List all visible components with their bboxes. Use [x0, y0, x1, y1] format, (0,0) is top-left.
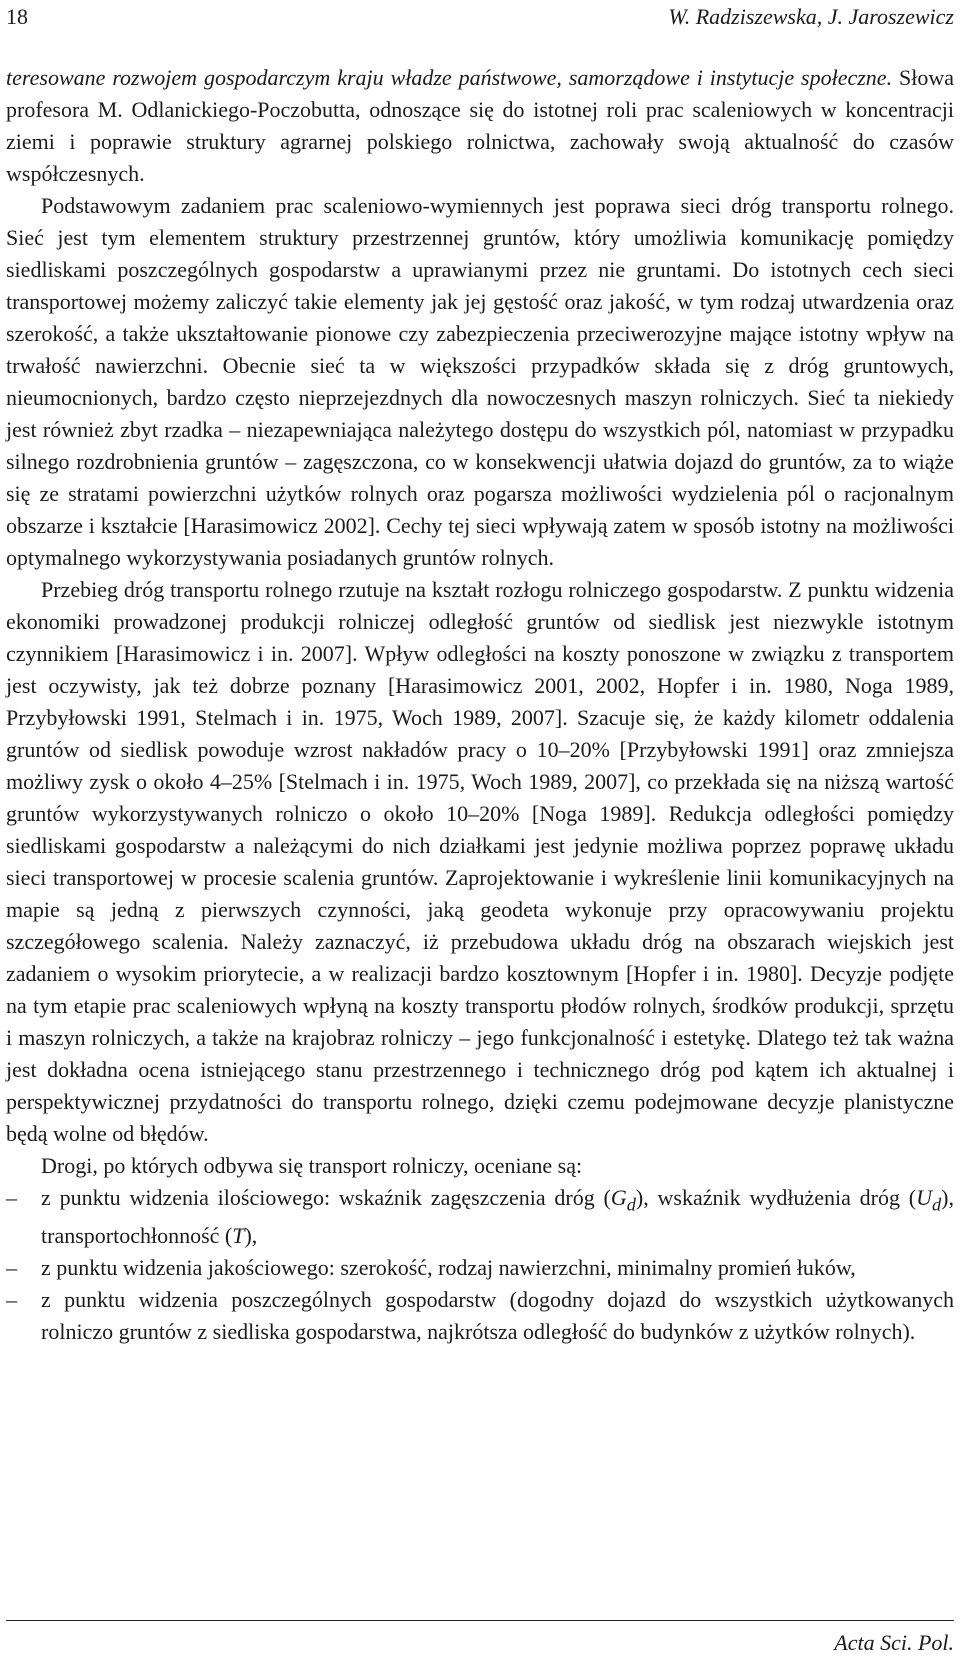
paragraph-2: Podstawowym zadaniem prac scaleniowo-wymiennych jest poprawa sieci dróg transportu rolnego. Sieć jest tym elementem struktury przestrzennej gruntów, który umożliwia komunikację pomiędzy siedliskami poszczególnych gospodarstw a uprawianymi przez nie gruntami. Do istotnych cech sieci transportowej możemy zaliczyć takie elementy jak jej gęstość oraz jakość, w tym rodzaj utwardzenia oraz szerokość, a także ukształtowanie pionowe czy zabezpieczenia przeciwerozyjne mające istotny wpływ na trwałość nawierzchni. Obecnie sieć ta w większości przypadków składa się z dróg gruntowych, nieumocnionych, bardzo często nieprzejezdnych dla nowoczesnych maszyn rolniczych. Sieć ta niekiedy jest również zbyt rzadka – niezapewniająca należytego dostępu do wszystkich pól, natomiast w przypadku silnego rozdrobnienia gruntów – zagęszczona, co w konsekwencji ułatwia dojazd do gruntów, za to wiąże się ze stratami powierzchni użytków rolnych oraz pogarsza możliwości wydzielenia pól o racjonalnym obszarze i kształcie [Harasimowicz 2002]. Cechy tej sieci wpływają zatem w sposób istotny na możliwości optymalnego wykorzystywania posiadanych gruntów rolnych.	[6, 193, 954, 570]
list-item	[6, 1284, 954, 1348]
italic-continuation: teresowane rozwojem gospodarczym kraju władze państwowe, samorządowe i instytucje społeczne.	[6, 65, 893, 90]
list-item	[6, 1252, 954, 1284]
page-number: 18	[6, 4, 28, 29]
symbol-g-sub: d	[626, 1194, 636, 1215]
symbol-u-sub: d	[932, 1194, 942, 1215]
symbol-t: T	[232, 1223, 245, 1249]
list-dash: –	[6, 1255, 17, 1281]
list-item-text: z punktu widzenia ilościowego: wskaźnik zagęszczenia dróg (	[41, 1185, 611, 1210]
running-head: W. Radziszewska, J. Jaroszewicz	[668, 4, 954, 29]
body-text	[6, 62, 954, 1348]
paragraph-4: Drogi, po których odbywa się transport rolniczy, oceniane są:	[41, 1153, 583, 1178]
symbol-g: G	[610, 1185, 627, 1210]
journal-name: Acta Sci. Pol.	[834, 1630, 954, 1655]
list-dash: –	[6, 1185, 17, 1210]
list-item-text: ),	[244, 1223, 258, 1249]
list-item-text: z punktu widzenia poszczególnych gospodarstw (dogodny dojazd do wszystkich użytkowanych rolniczo gruntów z siedliska gospodarstwa, najkrótsza odległość do budynków z użytków rolnych).	[41, 1287, 954, 1345]
list-item-text: z punktu widzenia jakościowego: szerokość, rodzaj nawierzchni, minimalny promień łuków,	[41, 1255, 856, 1281]
list-item-text: ), transportochłonność (	[41, 1185, 954, 1249]
symbol-u: U	[916, 1185, 932, 1210]
list-item	[6, 1182, 954, 1252]
paragraph-1	[6, 62, 954, 190]
list-item-text: ), wskaźnik wydłużenia dróg (	[635, 1185, 917, 1210]
paragraph-1-text: Słowa profesora M. Odlanickiego-Poczobutta, odnoszące się do istotnej roli prac scaleniowych w koncentracji ziemi i poprawie struktury agrarnej polskiego rolnictwa, zachowały swoją aktualność do czasów współczesnych.	[6, 65, 955, 186]
paragraph-3: Przebieg dróg transportu rolnego rzutuje na kształt rozłogu rolniczego gospodarstw. Z punktu widzenia ekonomiki prowadzonej produkcji rolniczej odległość gruntów od siedlisk jest niezwykle istotnym czynnikiem [Harasimowicz i in. 2007]. Wpływ odległości na koszty ponoszone w związku z transportem jest oczywisty, jak też dobrze poznany [Harasimowicz 2001, 2002, Hopfer i in. 1980, Noga 1989, Przybyłowski 1991, Stelmach i in. 1975, Woch 1989, 2007]. Szacuje się, że każdy kilometr oddalenia gruntów od siedlisk powoduje wzrost nakładów pracy o 10–20% [Przybyłowski 1991] oraz zmniejsza możliwy zysk o około 4–25% [Stelmach i in. 1975, Woch 1989, 2007], co przekłada się na niższą wartość gruntów wykorzystywanych rolniczo o około 10–20% [Noga 1989]. Redukcja odległości pomiędzy siedliskami gospodarstw a należącymi do nich działkami jest jedynie możliwa poprzez poprawę układu sieci transportowej w procesie scalenia gruntów. Zaprojektowanie i wykreślenie linii komunikacyjnych na mapie są jedną z pierwszych czynności, jaką geodeta wykonuje przy opracowywaniu projektu szczegółowego scalenia. Należy zaznaczyć, iż przebudowa układu dróg na obszarach wiejskich jest zadaniem o wysokim priorytecie, a w realizacji bardzo kosztownym [Hopfer i in. 1980]. Decyzje podjęte na tym etapie prac scaleniowych wpłyną na koszty transportu płodów rolnych, środków produkcji, sprzętu i maszyn rolniczych, a także na krajobraz rolniczy – jego funkcjonalność i estetykę. Dlatego też tak ważna jest dokładna ocena istniejącego stanu przestrzennego i technicznego dróg pod kątem ich aktualnej i perspektywicznej przydatności do transportu rolnego, dzięki czemu podejmowane decyzje planistyczne będą wolne od błędów.	[6, 577, 954, 1146]
footer-rule	[6, 1620, 954, 1621]
list-dash: –	[6, 1287, 17, 1313]
criteria-list	[6, 1182, 954, 1348]
